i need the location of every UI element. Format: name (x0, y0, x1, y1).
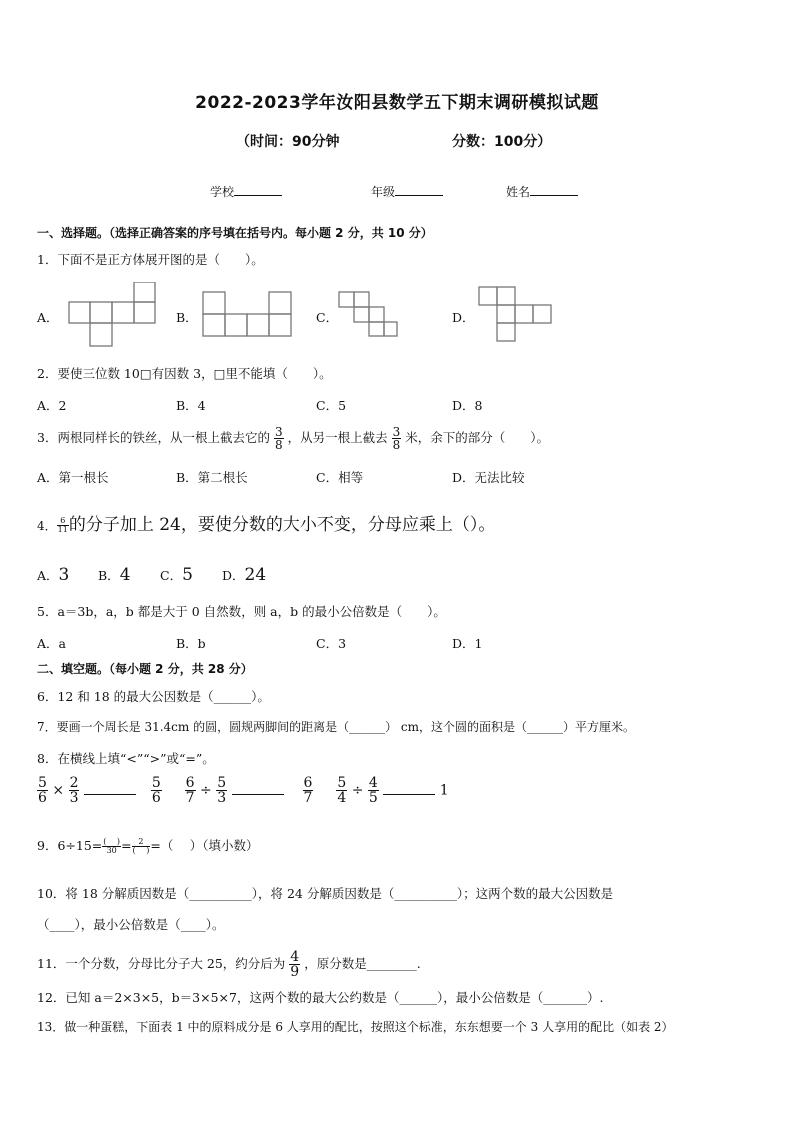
q4-text: 的分子加上 24，要使分数的大小不变，分母应乘上（）。 (68, 515, 496, 535)
q5-option-a[interactable]: A．a (37, 636, 66, 651)
q11-text-pre: 11．一个分数，分母比分子大 25，约分后为 (37, 956, 286, 971)
q4-option-b-value: 4 (119, 565, 131, 585)
section-1-heading: 一、选择题。（选择正确答案的序号填在括号内。每小题 2 分，共 10 分） (37, 226, 433, 240)
question-8: 8．在横线上填“<”“>”或“=”。 (37, 751, 215, 766)
q9-fraction-1 (102, 838, 121, 855)
q9-text-pre: 9．6÷15= (37, 838, 103, 853)
q8-e1-operator: × (52, 782, 65, 799)
q8-e2-b-denominator: 3 (217, 790, 227, 806)
exam-score: 分数：100分） (452, 134, 552, 150)
q3-option-a[interactable]: A．第一根长 (37, 470, 109, 485)
q8-e1-left-fraction (37, 776, 48, 805)
q3-text-post: 米，余下的部分（ ）。 (405, 430, 549, 445)
q11-fraction (289, 950, 300, 979)
q8-e2-right-fraction (216, 776, 227, 805)
q8-e3-right-fraction (368, 776, 379, 805)
q3-option-d[interactable]: D．无法比较 (452, 470, 525, 485)
q2-option-d[interactable]: D．8 (452, 398, 483, 413)
question-5: 5．a＝3b，a，b 都是大于 0 自然数，则 a，b 的最小公倍数是（ ）。 (37, 604, 446, 619)
q2-option-b[interactable]: B．4 (176, 398, 206, 413)
q1-option-c-label[interactable]: C． (316, 310, 339, 325)
q8-e2-r-numerator: 6 (303, 775, 313, 791)
q1-option-a-label[interactable]: A． (37, 310, 59, 325)
q8-e2-operator: ÷ (200, 782, 212, 799)
q8-e3-a-numerator: 5 (337, 775, 347, 791)
question-12: 12．已知 a＝2×3×5，b＝3×5×7，这两个数的最大公约数是（______），最小公倍数是（_______）. (37, 990, 604, 1005)
q9-equals: = (121, 838, 132, 853)
q4-fraction-denominator: 11 (57, 525, 68, 534)
q1-net-a-figure (66, 282, 158, 348)
q3-fraction-2-denominator: 8 (392, 438, 401, 452)
q8-e1-b-numerator: 2 (69, 775, 79, 791)
q4-option-a[interactable] (37, 565, 69, 585)
q4-option-d-value: 24 (244, 565, 267, 585)
question-10-line-1: 10．将 18 分解质因数是（__________），将 24 分解质因数是（__________）；这两个数的最大公因数是 (37, 886, 614, 901)
q8-e3-b-numerator: 4 (368, 775, 378, 791)
q8-e1-a-denominator: 6 (38, 790, 47, 806)
q3-fraction-1 (274, 426, 284, 451)
q8-e2-left-fraction (185, 776, 196, 805)
q9-fraction-2 (132, 838, 151, 855)
q8-e2-result-fraction (303, 776, 314, 805)
q8-e1-right-fraction (69, 776, 80, 805)
question-13: 13．做一种蛋糕，下面表 1 中的原料成分是 6 人享用的配比，按照这个标准，东东想要一个 3 人享用的配比（如表 2） (37, 1020, 674, 1034)
q4-fraction-numerator: 6 (57, 517, 69, 526)
q4-option-c-value: 5 (182, 565, 193, 585)
q4-option-c-label: C． (160, 568, 183, 583)
q11-fraction-numerator: 4 (290, 949, 300, 965)
q8-e1-r-numerator: 5 (151, 775, 161, 791)
name-label: 姓名 (506, 185, 531, 199)
q9-f1-denominator: 30 (106, 846, 117, 855)
question-2: 2．要使三位数 10□有因数 3，□里不能填（ ）。 (37, 366, 332, 381)
q9-f1-numerator[interactable]: ( ) (103, 837, 121, 846)
q8-e2-r-denominator: 7 (303, 790, 313, 806)
q9-f2-numerator: 2 (132, 838, 151, 847)
q1-option-b-label[interactable]: B． (176, 310, 198, 325)
q8-e2-a-denominator: 7 (185, 790, 195, 806)
question-9 (37, 836, 259, 855)
school-field[interactable] (210, 183, 282, 200)
q8-e2-b-numerator: 5 (217, 775, 227, 791)
q3-option-c[interactable]: C．相等 (316, 470, 364, 485)
q4-option-a-value: 3 (58, 565, 70, 585)
question-1: 1．下面不是正方体展开图的是（ ）。 (37, 252, 264, 267)
q3-fraction-1-denominator: 8 (274, 438, 283, 452)
q8-e1-b-denominator: 3 (69, 790, 79, 806)
q1-net-c-figure (337, 290, 399, 338)
q8-e2-a-numerator: 6 (185, 775, 195, 791)
q1-net-b-figure (201, 290, 293, 338)
q4-number: 4． (37, 519, 57, 533)
q2-option-c[interactable]: C．5 (316, 398, 347, 413)
grade-label: 年级 (371, 185, 396, 199)
question-11 (37, 950, 421, 979)
q8-e3-answer-line[interactable] (383, 794, 435, 795)
q8-expressions (37, 776, 449, 805)
exam-time: （时间：90分钟 (236, 134, 340, 150)
q4-option-b[interactable] (98, 565, 131, 585)
q4-fraction (57, 517, 69, 534)
question-4 (37, 510, 495, 535)
q4-option-d-label: D． (222, 568, 245, 583)
q1-net-d-figure (477, 285, 553, 343)
page-title: 2022-2023学年汝阳县数学五下期末调研模拟试题 (195, 93, 599, 113)
question-6: 6．12 和 18 的最大公因数是（______）。 (37, 689, 270, 704)
q8-e3-left-fraction (336, 776, 347, 805)
q2-option-a[interactable]: A．2 (37, 398, 67, 413)
q8-e2-answer-line[interactable] (232, 794, 284, 795)
q4-option-c[interactable] (160, 565, 193, 585)
q8-e1-result-fraction (151, 776, 162, 805)
q11-text-post: ，原分数是________. (304, 956, 421, 971)
school-blank[interactable] (234, 183, 282, 196)
question-7: 7．要画一个周长是 31.4cm 的圆，圆规两脚间的距离是（______） cm，这个圆的面积是（______）平方厘米。 (37, 720, 635, 734)
name-field[interactable] (506, 183, 578, 200)
question-10-line-2: （____），最小公倍数是（____）。 (37, 917, 225, 932)
q3-fraction-2-numerator: 3 (392, 425, 401, 439)
q11-fraction-denominator: 9 (290, 964, 300, 980)
question-3 (37, 426, 549, 451)
q9-text-post: =（ ）（填小数） (150, 838, 259, 853)
q9-f2-denominator[interactable]: ( ) (132, 846, 150, 855)
q4-option-b-label: B． (98, 568, 120, 583)
q4-option-d[interactable] (222, 565, 266, 585)
name-blank[interactable] (530, 183, 578, 196)
q3-text-pre: 3．两根同样长的铁丝，从一根上截去它的 (37, 430, 270, 445)
q5-option-d[interactable]: D．1 (452, 636, 483, 651)
grade-blank[interactable] (395, 183, 443, 196)
q4-option-a-label: A． (37, 568, 59, 583)
q3-text-mid: ，从另一根上截去 (287, 430, 388, 445)
q8-e1-a-numerator: 5 (38, 775, 47, 791)
q8-e3-a-denominator: 4 (337, 790, 347, 806)
q5-option-c[interactable]: C．3 (316, 636, 347, 651)
grade-field[interactable] (371, 183, 443, 200)
q8-e1-r-denominator: 6 (151, 790, 161, 806)
q3-fraction-2 (392, 426, 402, 451)
q8-e3-result: 1 (439, 782, 449, 799)
q5-option-b[interactable]: B．b (176, 636, 206, 651)
q8-e3-operator: ÷ (351, 782, 364, 799)
q1-option-d-label[interactable]: D． (452, 310, 475, 325)
q3-option-b[interactable]: B．第二根长 (176, 470, 248, 485)
q8-e1-answer-line[interactable] (84, 794, 136, 795)
q8-e3-b-denominator: 5 (368, 790, 378, 806)
school-label: 学校 (210, 185, 235, 199)
section-2-heading: 二、填空题。（每小题 2 分，共 28 分） (37, 662, 253, 676)
q3-fraction-1-numerator: 3 (274, 425, 283, 439)
